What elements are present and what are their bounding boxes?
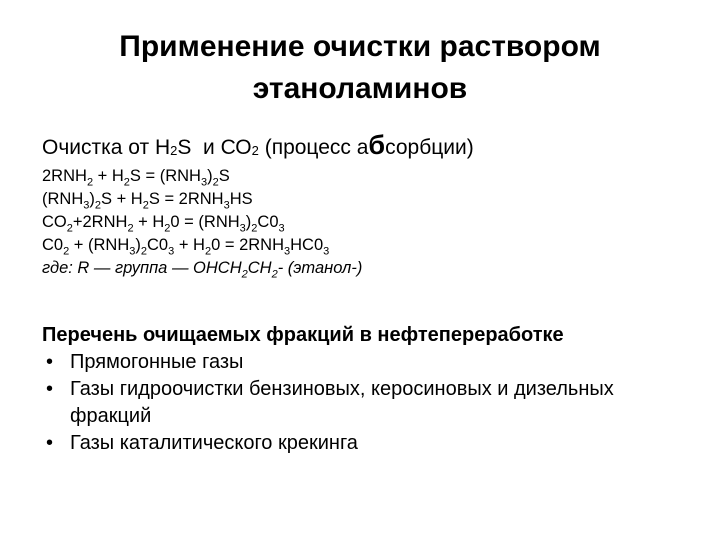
subscript: 3	[239, 222, 246, 235]
list-item-text: Прямогонные газы	[70, 351, 244, 373]
subheading-subscript-1: 2	[170, 143, 178, 158]
formula-text: S	[218, 167, 230, 185]
formula-text: S + H	[101, 190, 143, 208]
formula-text: - (этанол-)	[277, 259, 363, 277]
slide-title	[60, 26, 660, 110]
subscript: 2	[140, 245, 148, 258]
subscript: 3	[168, 245, 175, 258]
formula-text: + (RNH	[69, 236, 130, 254]
formula-text: C0	[147, 236, 169, 254]
formula-text: (RNH	[42, 190, 84, 208]
subscript: 2	[66, 222, 73, 235]
bullet-dot: •	[46, 351, 54, 373]
formula-text: S = (RNH	[129, 167, 201, 185]
formula-text: + H	[174, 236, 205, 254]
subheading-text-4: сорбции)	[385, 136, 474, 159]
subheading-enlarged-letter: б	[368, 130, 386, 160]
subscript: 3	[323, 245, 330, 258]
subscript: 3	[278, 222, 285, 235]
section-title: Перечень очищаемых фракций в нефтепереработке	[42, 324, 564, 346]
formula-text: )	[245, 213, 252, 231]
formula-text: )	[89, 190, 95, 208]
formula-text: + H	[93, 167, 124, 185]
subscript: 2	[123, 176, 130, 189]
list-item-text: Газы каталитического крекинга	[70, 432, 358, 454]
subscript: 3	[129, 245, 136, 258]
formula-text: HS	[229, 190, 253, 208]
bullet-list	[42, 349, 692, 457]
formula-text: СН	[247, 259, 272, 277]
subscript: 2	[127, 222, 134, 235]
equation	[42, 234, 362, 257]
subscript: 2	[94, 199, 101, 212]
formula-text: HC0	[290, 236, 324, 254]
formula-text: 0 = (RNH	[170, 213, 240, 231]
subscript: 2	[86, 176, 94, 189]
subscript: 2	[142, 199, 149, 212]
subscript: 2	[63, 245, 70, 258]
subscript: 3	[83, 199, 90, 212]
subheading-subscript-2: 2	[251, 143, 259, 158]
formula-text: C0	[257, 213, 279, 231]
slide-title-line-2: этаноламинов	[252, 72, 468, 105]
fractions-section	[42, 322, 692, 457]
subscript: 2	[204, 245, 212, 258]
subscript: 2	[251, 222, 258, 235]
subscript: 3	[284, 245, 291, 258]
list-item-text: Газы гидроочистки бензиновых, керосиновых и дизельных фракций	[70, 378, 614, 427]
subscript: 2	[241, 268, 248, 281]
subscript: 3	[200, 176, 208, 189]
bullet-dot: •	[46, 378, 54, 400]
equation-note	[42, 257, 362, 280]
formula-text: S = 2RNH	[148, 190, 224, 208]
list-item	[42, 376, 692, 430]
subscript: 2	[164, 222, 171, 235]
formula-text: C0	[42, 236, 64, 254]
formula-text: )	[135, 236, 141, 254]
list-item	[42, 430, 692, 457]
subheading	[42, 132, 474, 163]
equation	[42, 165, 362, 188]
list-item	[42, 349, 692, 376]
subscript: 2	[212, 176, 219, 189]
formula-text: CO	[42, 213, 67, 231]
bullet-dot: •	[46, 432, 54, 454]
formula-text: +2RNH	[72, 213, 128, 231]
equations-block	[42, 165, 362, 280]
subscript: 3	[223, 199, 230, 212]
formula-text: 0 = 2RNH	[211, 236, 284, 254]
slide-title-line-1: Применение очистки раствором	[119, 30, 601, 63]
subheading-text-1: Очистка от Н	[42, 136, 171, 159]
equation	[42, 188, 362, 211]
formula-text: где: R — группа — ОНСН	[42, 259, 242, 277]
formula-text: + H	[133, 213, 165, 231]
subheading-text-2: S и СО	[177, 136, 252, 159]
equation	[42, 211, 362, 234]
formula-text: 2RNH	[42, 167, 87, 185]
subscript: 2	[271, 268, 278, 281]
formula-text: )	[207, 167, 213, 185]
subheading-text-3: (процесс а	[258, 136, 369, 159]
